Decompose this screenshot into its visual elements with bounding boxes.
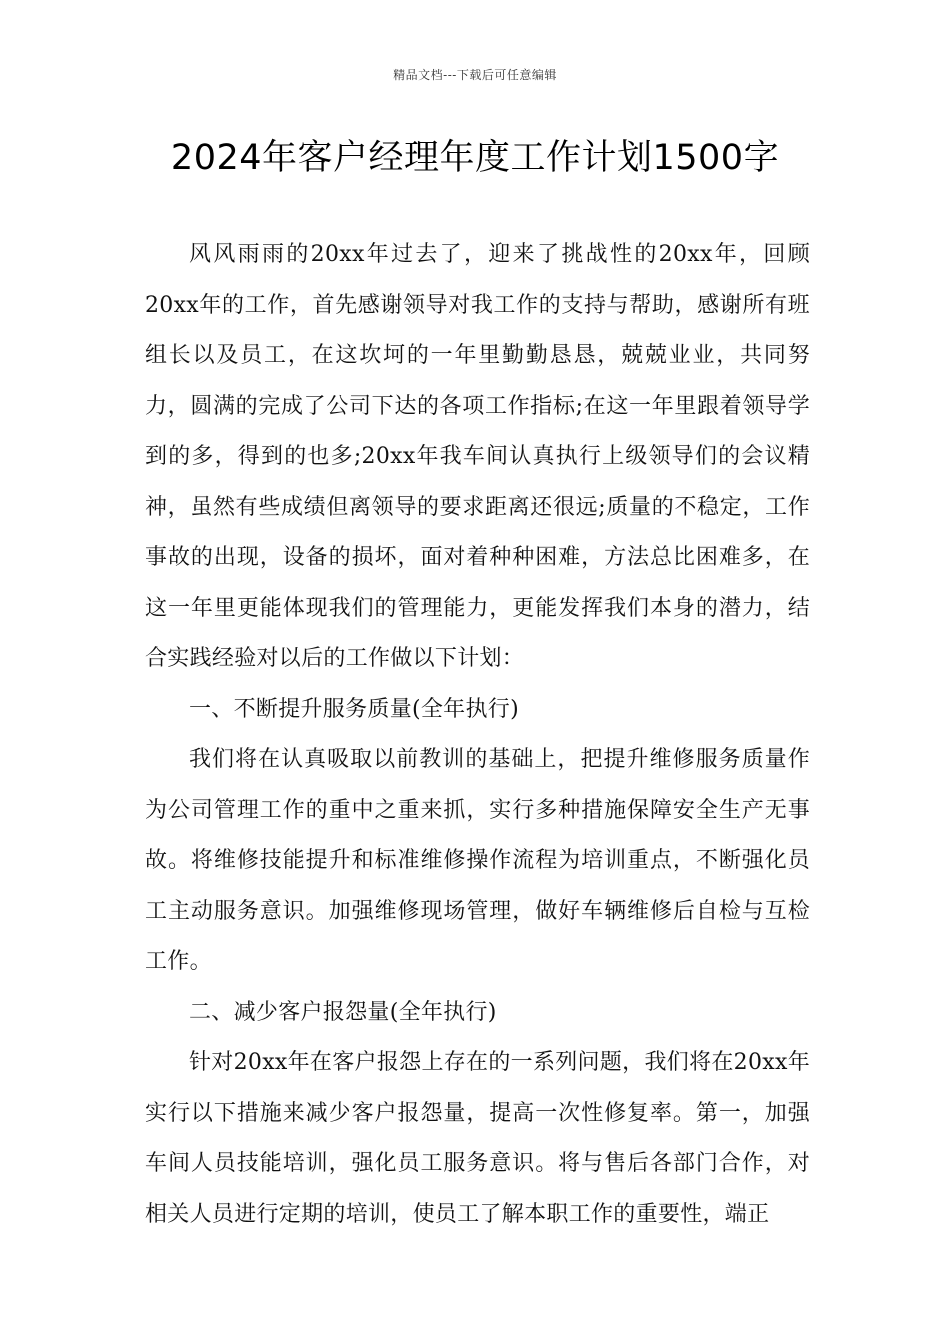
paragraph-intro: 风风雨雨的20xx年过去了，迎来了挑战性的20xx年，回顾20xx年的工作，首先感谢领导对我工作的支持与帮助，感谢所有班组长以及员工，在这坎坷的一年里勤勤恳恳，兢兢业业，共同努力，圆满的完成了公司下达的各项工作指标;在这一年里跟着领导学到的多，得到的也多;20xx年我车间认真执行上级领导们的会议精神，虽然有些成绩但离领导的要求距离还很远;质量的不稳定，工作事故的出现，设备的损坏，面对着种种困难，方法总比困难多，在这一年里更能体现我们的管理能力，更能发挥我们本身的潜力，结合实践经验对以后的工作做以下计划： — [145, 242, 810, 671]
header-note: 精品文档---下载后可任意编辑 — [393, 68, 557, 82]
document-title: 2024年客户经理年度工作计划1500字 — [170, 138, 780, 178]
paragraph-section-2: 针对20xx年在客户报怨上存在的一系列问题，我们将在20xx年实行以下措施来减少客户报怨量，提高一次性修复率。第一，加强车间人员技能培训，强化员工服务意识。将与售后各部门合作，对相关人员进行定期的培训，使员工了解本职工作的重要性，端正 — [145, 1050, 810, 1227]
section-heading-2: 二、减少客户报怨量(全年执行) — [189, 999, 497, 1025]
section-heading-1: 一、不断提升服务质量(全年执行) — [189, 696, 519, 722]
document-body — [145, 230, 810, 1240]
paragraph-section-1: 我们将在认真吸取以前教训的基础上，把提升维修服务质量作为公司管理工作的重中之重来抓，实行多种措施保障安全生产无事故。将维修技能提升和标准维修操作流程为培训重点，不断强化员工主动服务意识。加强维修现场管理，做好车辆维修后自检与互检工作。 — [145, 747, 810, 974]
